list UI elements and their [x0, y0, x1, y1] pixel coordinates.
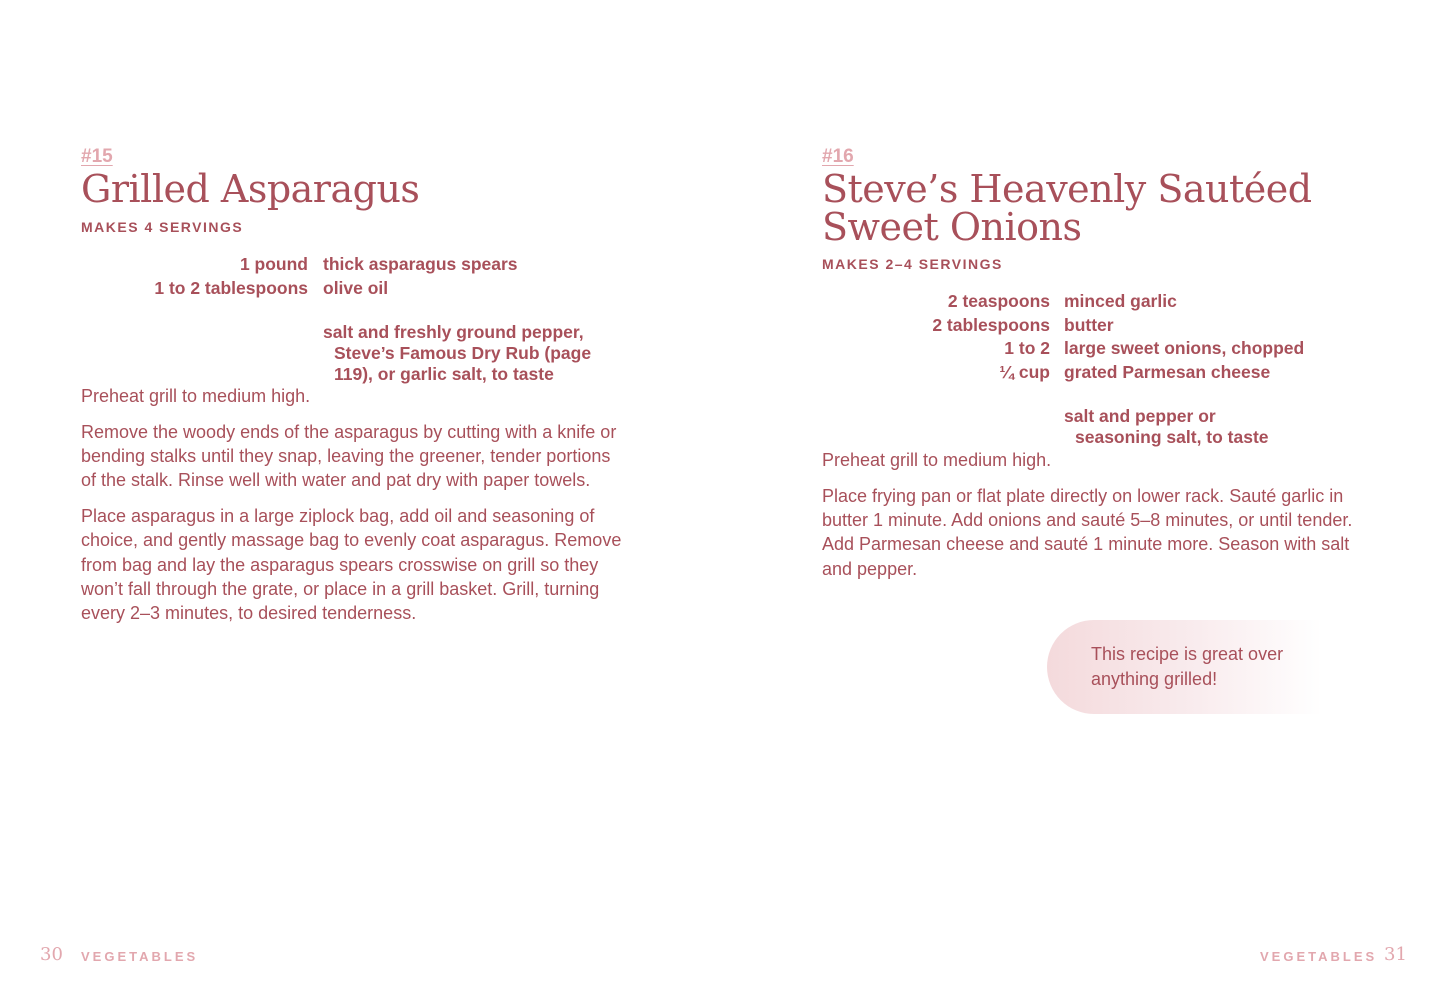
left-page — [0, 0, 722, 997]
servings-line: MAKES 4 SERVINGS — [81, 219, 244, 235]
method-step: Preheat grill to medium high. — [822, 450, 1052, 470]
section-label: VEGETABLES — [81, 949, 199, 964]
ingredient-row — [722, 362, 1445, 383]
recipe-title — [81, 167, 420, 211]
ingredient-row — [722, 291, 1445, 312]
page-number: 30 — [40, 944, 63, 965]
ingredient-amount: ¼ cup — [999, 361, 1050, 382]
right-page — [722, 0, 1445, 997]
ingredient-list — [722, 291, 1445, 447]
tip-callout — [1047, 620, 1322, 714]
ingredient-item: grated Parmesan cheese — [1064, 361, 1271, 382]
ingredient-item-continuation: Steve’s Famous Dry Rub (page 119), or garlic salt, to taste — [334, 343, 592, 384]
ingredient-list — [0, 254, 722, 384]
ingredient-amount: 2 tablespoons — [932, 314, 1050, 335]
method-steps — [81, 384, 626, 637]
page-number: 31 — [1384, 944, 1407, 965]
ingredient-item: thick asparagus spears — [323, 254, 518, 274]
recipe-title — [822, 167, 1312, 249]
ingredient-item: large sweet onions, chopped — [1064, 338, 1305, 358]
method-step: Preheat grill to medium high. — [81, 386, 311, 406]
method-steps — [822, 448, 1370, 592]
ingredient-item-first-line: salt and pepper or — [1064, 406, 1216, 426]
recipe-number: #16 — [822, 146, 854, 167]
method-step: Place asparagus in a large ziplock bag, add oil and seasoning of choice, and gently massage bag to evenly coat asparagus. Remove from bag and lay the asparagus spears crosswise on grill so they won’t fall through the grate, or place in a grill basket. Grill, turning every 2–3 minutes, to desired tenderness. — [81, 506, 622, 624]
ingredient-item: minced garlic — [1064, 291, 1177, 311]
tip-text: This recipe is great over anything grilled! — [1091, 644, 1284, 689]
ingredient-item: butter — [1064, 314, 1114, 335]
ingredient-row — [0, 301, 722, 384]
ingredient-amount: 2 teaspoons — [947, 291, 1050, 311]
ingredient-row — [0, 254, 722, 275]
recipe-number: #15 — [81, 146, 113, 167]
ingredient-item-first-line: salt and freshly ground pepper, — [323, 322, 584, 342]
recipe-title-text: Grilled Asparagus — [81, 167, 420, 211]
ingredient-item: olive oil — [323, 277, 389, 298]
ingredient-amount: 1 to 2 tablespoons — [154, 277, 308, 298]
servings-line: MAKES 2–4 SERVINGS — [822, 256, 1003, 272]
ingredient-row — [722, 315, 1445, 336]
recipe-title-line: Sweet Onions — [822, 205, 1082, 249]
section-label: VEGETABLES — [1260, 949, 1378, 964]
ingredient-amount: 1 to 2 — [1004, 338, 1050, 358]
ingredient-amount: 1 pound — [239, 254, 308, 274]
ingredient-row — [722, 385, 1445, 447]
method-step: Place frying pan or flat plate directly on lower rack. Sauté garlic in butter 1 minute. Add onions and sauté 5–8 minutes, or until tender. Add Parmesan cheese and sauté 1 minute more. Season with salt and pepper. — [822, 485, 1353, 579]
ingredient-row — [0, 278, 722, 299]
ingredient-item-continuation: seasoning salt, to taste — [1075, 427, 1269, 447]
ingredient-row — [722, 338, 1445, 359]
recipe-title-line: Steve’s Heavenly Sautéed — [822, 167, 1312, 211]
method-step: Remove the woody ends of the asparagus by cutting with a knife or bending stalks until they snap, leaving the greener, tender portions of the stalk. Rinse well with water and pat dry with paper towels. — [81, 421, 617, 491]
